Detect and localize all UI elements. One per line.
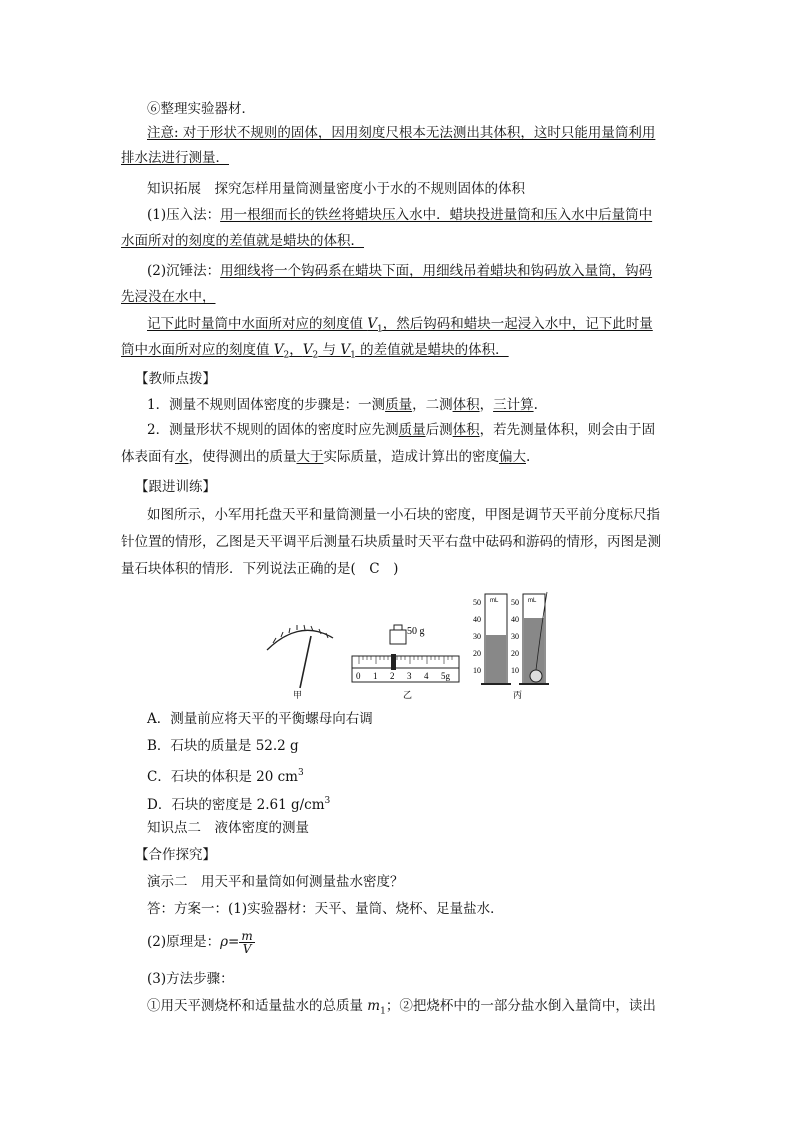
cylinder-2 <box>511 592 549 700</box>
step-6: ⑥整理实验器材． <box>147 101 255 117</box>
note-line-2: 排水法进行测量． <box>121 150 229 166</box>
experiment-figure <box>255 588 565 700</box>
svg-text:10: 10 <box>511 666 519 675</box>
svg-text:30: 30 <box>511 632 519 641</box>
option-c: C．石块的体积是 20 $cm^3$ <box>147 768 304 785</box>
svg-text:mL: mL <box>528 598 537 604</box>
density-fraction: $\frac{m}{V}$ <box>241 929 253 956</box>
tick-2: 2 <box>390 671 395 681</box>
caption-bing: 丙 <box>513 690 523 700</box>
coop-heading: 【合作探究】 <box>135 847 216 863</box>
svg-text:50: 50 <box>511 598 519 607</box>
svg-text:30: 30 <box>473 632 481 641</box>
step-1-line: ①用天平测烧杯和适量盐水的总质量 $m_1$；②把烧杯中的一部分盐水倒入量筒中，读出 <box>147 998 656 1017</box>
cylinder-1 <box>473 594 511 684</box>
svg-text:mL: mL <box>490 598 499 604</box>
follow-heading: 【跟进训练】 <box>135 479 216 495</box>
teacher-point-2a: 2．测量形状不规则的固体的密度时应先测质量后测体积，若先测量体积，则会由于固 <box>147 422 656 438</box>
question-line-1: 如图所示，小军用托盘天平和量筒测量一小石块的密度，甲图是调节天平前分度标尺指 <box>147 507 660 523</box>
svg-text:50: 50 <box>473 598 481 607</box>
teacher-heading: 【教师点拨】 <box>135 371 216 387</box>
rider-scale <box>352 625 459 700</box>
option-d: D．石块的密度是 2.61 $g/cm^3$ <box>147 796 331 813</box>
tick-1: 1 <box>373 671 378 681</box>
answer-line: 答：方案一：(1)实验器材：天平、量筒、烧杯、足量盐水． <box>147 901 504 917</box>
pointer-scale <box>267 625 333 700</box>
steps-heading: (3)方法步骤： <box>147 971 234 987</box>
rider <box>391 654 396 670</box>
svg-text:20: 20 <box>511 649 519 658</box>
tick-4: 4 <box>424 671 429 681</box>
tick-0: 0 <box>356 671 361 681</box>
option-b: B．石块的质量是 52.2 g <box>147 738 299 754</box>
option-a: A．测量前应将天平的平衡螺母向右调 <box>147 711 373 727</box>
weight-label: 50 g <box>407 626 425 637</box>
press-method-line-1: (1)压入法：用一根细而长的铁丝将蜡块压入水中．蜡块投进量筒和压入水中后量筒中 <box>147 207 653 223</box>
sinker-method-line-2: 先浸没在水中， <box>121 289 216 305</box>
svg-text:40: 40 <box>473 615 481 624</box>
sinker-method-line-1: (2)沉锤法：用细线将一个钩码系在蜡块下面，用细线吊着蜡块和钩码放入量筒，钩码 <box>147 263 653 279</box>
record-line-1: 记下此时量筒中水面所对应的刻度值 $V_1$，然后钩码和蜡块一起浸入水中，记下此时量 <box>147 316 653 335</box>
pointer-needle <box>300 636 311 688</box>
tick-5: 5g <box>441 671 450 681</box>
knowledge-extension: 知识拓展 探究怎样用量筒测量密度小于水的不规则固体的体积 <box>147 181 525 197</box>
press-method-line-2: 水面所对的刻度的差值就是蜡块的体积． <box>121 233 364 249</box>
caption-jia: 甲 <box>293 690 303 700</box>
note-line-1: 注意: 对于形状不规则的固体，因用刻度尺根本无法测出其体积，这时只能用量筒利用 <box>147 125 656 141</box>
question-line-2: 针位置的情形，乙图是天平调平后测量石块质量时天平右盘中砝码和游码的情形，丙图是测 <box>121 534 661 550</box>
record-line-2: 筒中水面所对应的刻度值 $V_2$，$V_2$ 与 $V_1$ 的差值就是蜡块的体积． <box>121 342 509 361</box>
stone <box>530 670 542 682</box>
svg-text:10: 10 <box>473 666 481 675</box>
question-line-3: 量石块体积的情形．下列说法正确的是( C ) <box>121 561 399 577</box>
principle-line: (2)原理是：ρ= $\frac{m}{V}$ <box>147 929 253 956</box>
caption-yi: 乙 <box>403 690 413 700</box>
demo-2: 演示二 用天平和量筒如何测量盐水密度？ <box>147 874 404 890</box>
teacher-point-1: 1．测量不规则固体密度的步骤是：一测质量，二测体积，三计算. <box>147 397 538 413</box>
knowledge-point-2: 知识点二 液体密度的测量 <box>147 820 309 836</box>
svg-text:20: 20 <box>473 649 481 658</box>
teacher-point-2b: 体表面有水，使得测出的质量大于实际质量，造成计算出的密度偏大. <box>121 449 531 465</box>
tick-3: 3 <box>407 671 412 681</box>
svg-text:40: 40 <box>511 615 519 624</box>
